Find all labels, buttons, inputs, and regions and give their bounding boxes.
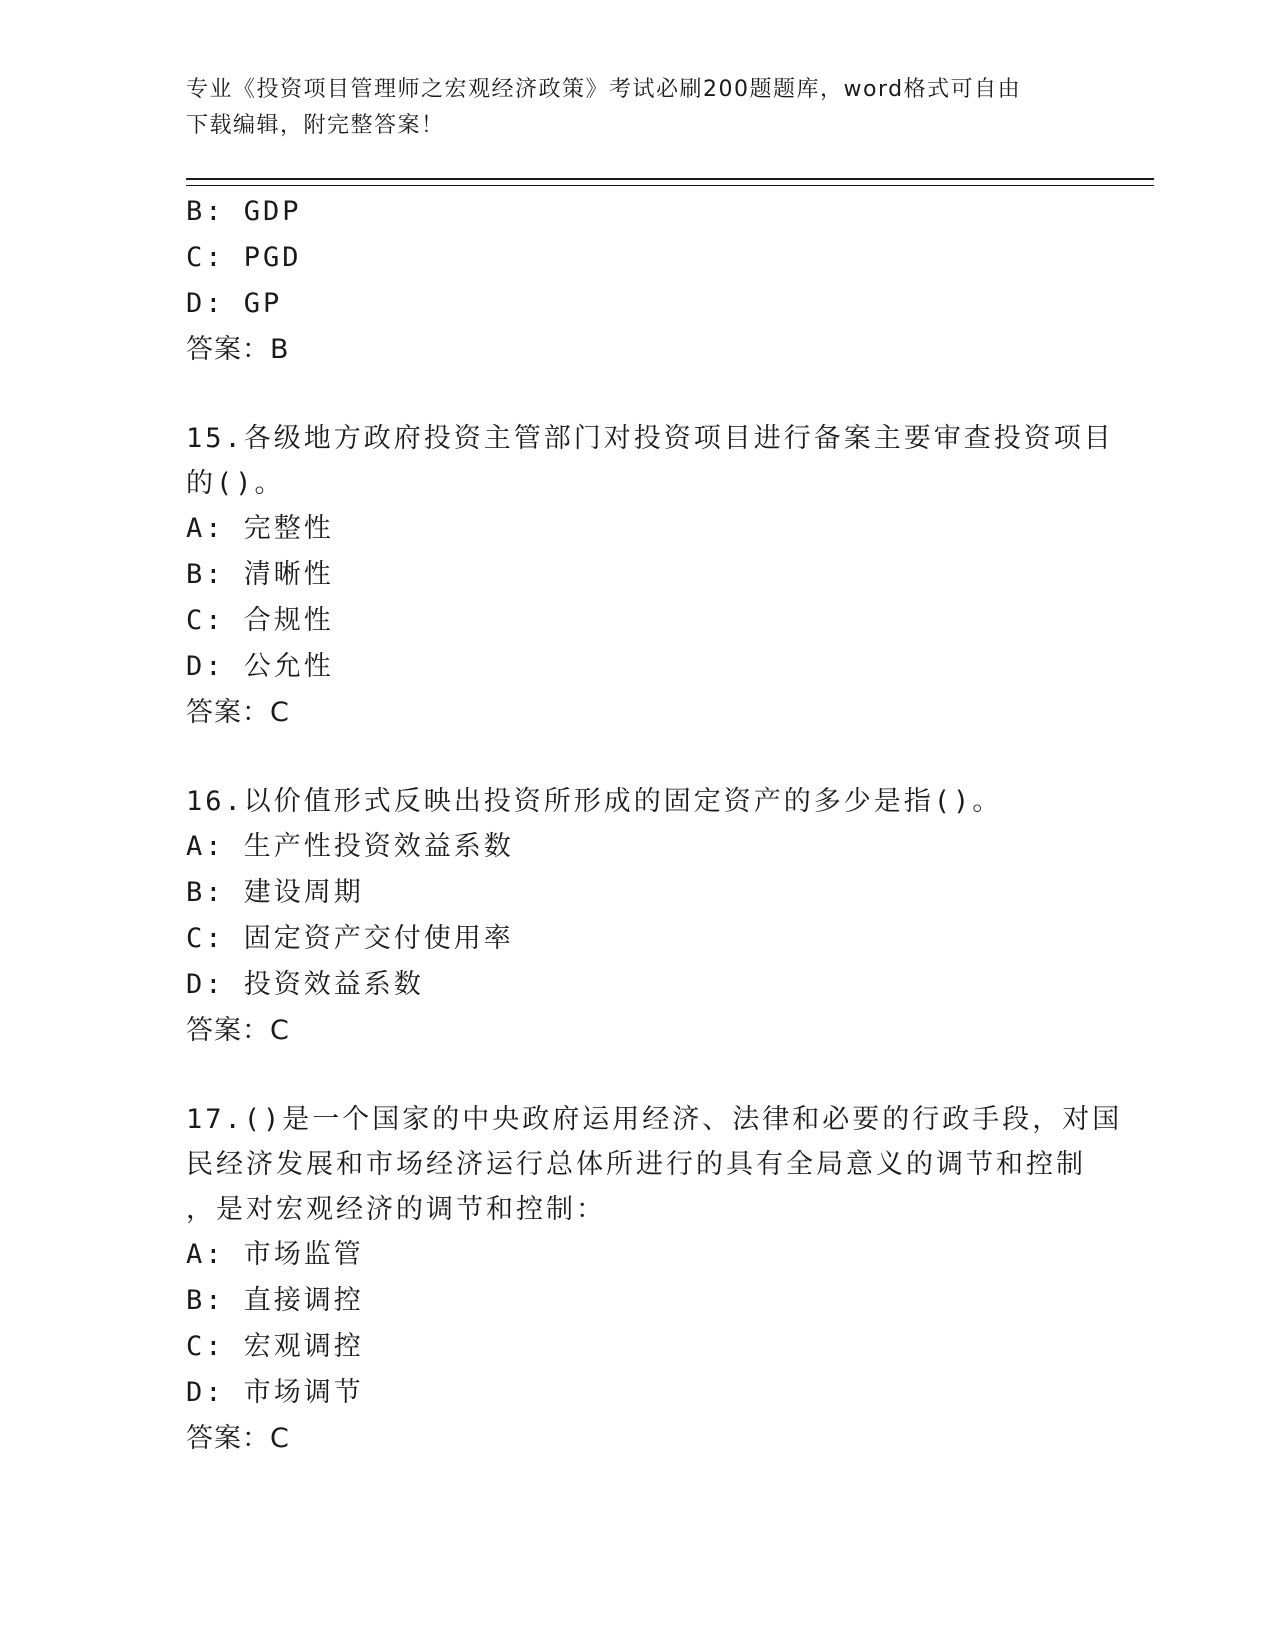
option-d: D: GP (186, 288, 283, 319)
question-text-line: 的()。 (186, 468, 285, 499)
option-c: C: 固定资产交付使用率 (186, 923, 514, 954)
header-line-1: 专业《投资项目管理师之宏观经济政策》考试必刷200题题库，word格式可自由 (186, 77, 1022, 102)
question-text-line: 17.()是一个国家的中央政府运用经济、法律和必要的行政手段，对国 (186, 1104, 1123, 1135)
option-d: D: 市场调节 (186, 1377, 364, 1408)
question-text-line: 民经济发展和市场经济运行总体所进行的具有全局意义的调节和控制 (186, 1149, 1086, 1180)
option-a: A: 生产性投资效益系数 (186, 831, 514, 862)
option-b: B: GDP (186, 196, 302, 227)
question-15 (186, 416, 1114, 736)
answer: 答案：C (186, 1423, 290, 1454)
header-divider (186, 178, 1154, 186)
answer: 答案：B (186, 334, 290, 365)
question-16 (186, 779, 1086, 1054)
option-c: C: PGD (186, 242, 302, 273)
option-b: B: 清晰性 (186, 559, 334, 590)
answer: 答案：C (186, 1015, 290, 1046)
answer: 答案：C (186, 697, 290, 728)
page-header (186, 72, 1066, 144)
option-a: A: 市场监管 (186, 1239, 364, 1270)
option-d: D: 投资效益系数 (186, 969, 424, 1000)
option-b: B: 建设周期 (186, 877, 364, 908)
question-17 (186, 1097, 1123, 1462)
question-text-line: ，是对宏观经济的调节和控制： (186, 1194, 606, 1225)
option-d: D: 公允性 (186, 651, 334, 682)
header-line-2: 下载编辑，附完整答案！ (186, 113, 445, 138)
question-text-line: 15.各级地方政府投资主管部门对投资项目进行备案主要审查投资项目 (186, 423, 1114, 454)
previous-question-tail (186, 189, 1086, 373)
option-b: B: 直接调控 (186, 1285, 364, 1316)
question-content (186, 189, 1123, 1462)
option-a: A: 完整性 (186, 513, 334, 544)
option-c: C: 宏观调控 (186, 1331, 364, 1362)
question-text-line: 16.以价值形式反映出投资所形成的固定资产的多少是指()。 (186, 786, 1003, 817)
option-c: C: 合规性 (186, 605, 334, 636)
